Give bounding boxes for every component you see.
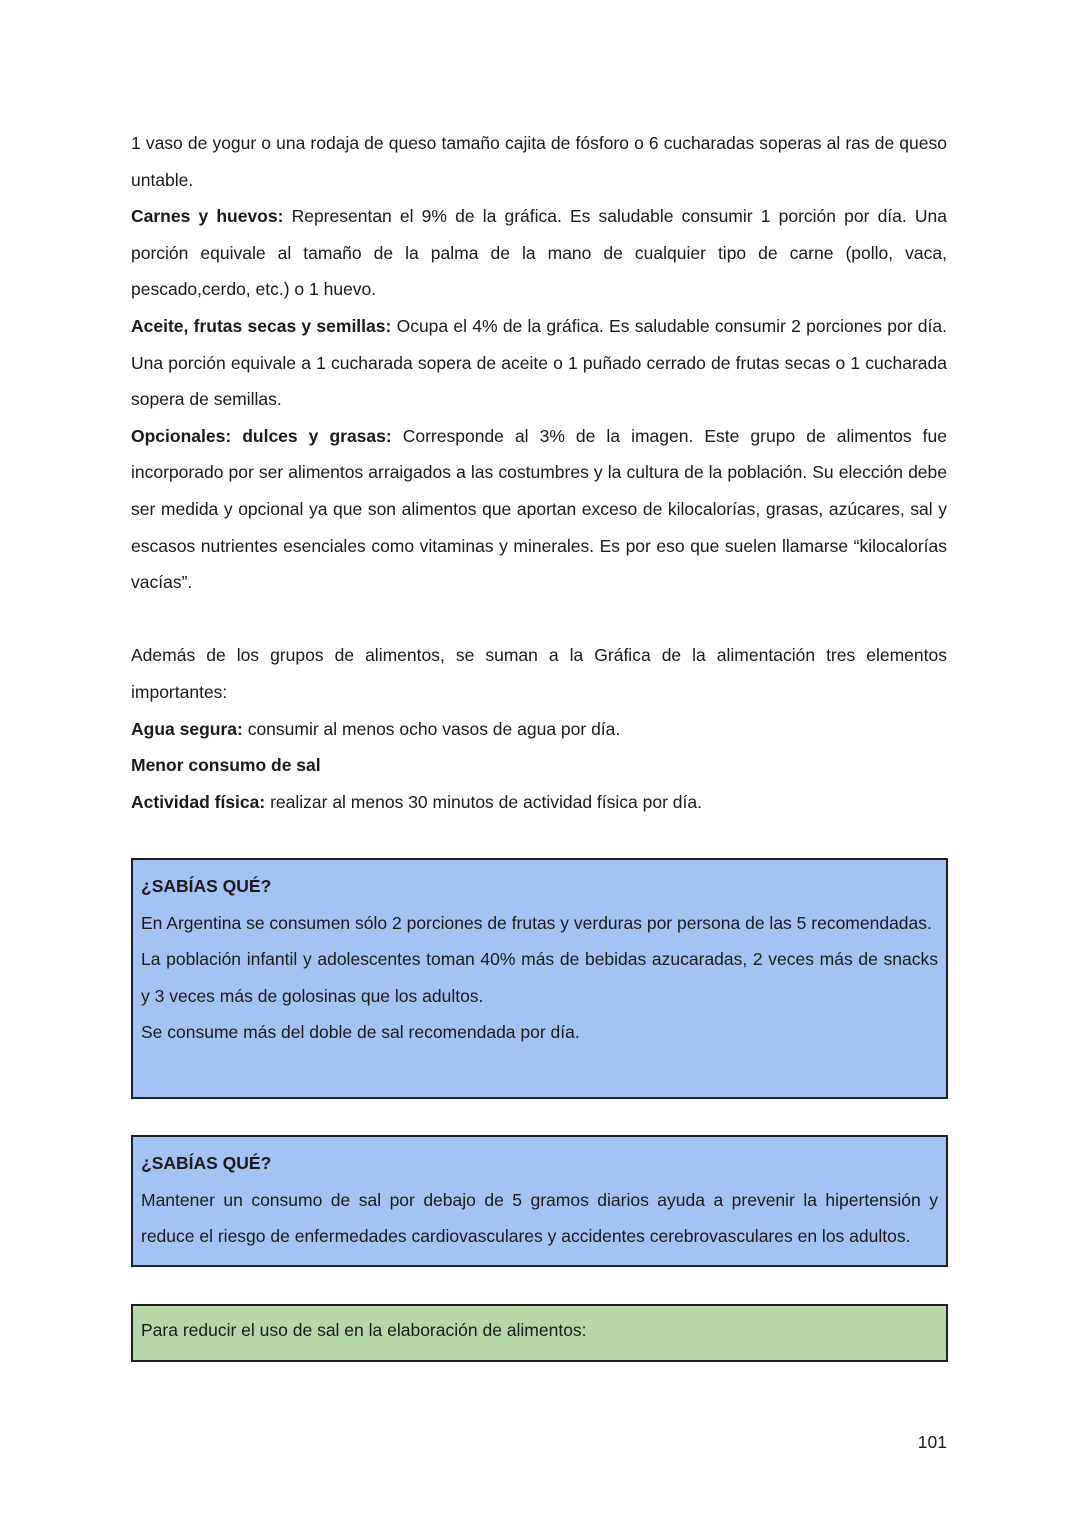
info-box-line: Mantener un consumo de sal por debajo de 5 gramos diarios ayuda a prevenir la hipertensión y reduce el riesgo de enfermedades cardiovasculares y accidentes cerebrovasculares en los adultos. <box>141 1189 938 1247</box>
info-box-title: ¿SABÍAS QUÉ? <box>141 1153 272 1173</box>
paragraph-text: 1 vaso de yogur o una rodaja de queso tamaño cajita de fósforo o 6 cucharadas soperas al ras de queso untable. <box>131 133 947 190</box>
info-box-sabias-que-2 <box>131 1135 948 1267</box>
paragraph-label: Aceite, frutas secas y semillas: <box>131 315 392 336</box>
info-box-title: ¿SABÍAS QUÉ? <box>141 876 272 896</box>
paragraph-text: Ocupa el 4% de la gráfica. Es saludable consumir 2 porciones por día. Una porción equivale a 1 cucharada sopera de aceite o 1 puñado cerrado de frutas secas o 1 cucharada sopera de semillas. <box>131 315 947 410</box>
page-body <box>131 125 947 820</box>
paragraph-spacer <box>131 601 947 638</box>
paragraph-carnes-huevos <box>131 198 947 308</box>
paragraph-aceite-frutas-secas <box>131 308 947 418</box>
paragraph-lacteos-continuation <box>131 125 947 198</box>
info-box-sabias-que-1 <box>131 858 948 1099</box>
paragraph-menor-consumo-sal <box>131 747 947 784</box>
paragraph-label: Menor consumo de sal <box>131 755 321 776</box>
info-box-reducir-sal <box>131 1304 948 1362</box>
paragraph-label: Actividad física: <box>131 791 266 812</box>
paragraph-text: Corresponde al 3% de la imagen. Este grupo de alimentos fue incorporado por ser alimentos arraigados a las costumbres y la cultura de la población. Su elección debe ser medida y opcional ya que son alimentos que aportan exceso de kilocalorías, grasas, azúcares, sal y escasos nutrientes esenciales como vitaminas y minerales. Es por eso que suelen llamarse “kilocalorías vacías”. <box>131 425 947 593</box>
paragraph-text: Representan el 9% de la gráfica. Es saludable consumir 1 porción por día. Una porción equivale al tamaño de la palma de la mano de cualquier tipo de carne (pollo, vaca, pescado,cerdo, etc.) o 1 huevo. <box>131 206 947 300</box>
paragraph-label: Carnes y huevos: <box>131 206 284 227</box>
paragraph-text: consumir al menos ocho vasos de agua por día. <box>242 718 621 739</box>
paragraph-label: Opcionales: dulces y grasas: <box>131 425 392 446</box>
paragraph-text: realizar al menos 30 minutos de actividad física por día. <box>265 791 702 812</box>
paragraph-label: Agua segura: <box>131 718 243 739</box>
paragraph-text: Además de los grupos de alimentos, se suman a la Gráfica de la alimentación tres elementos importantes: <box>131 645 947 702</box>
info-box-line: Se consume más del doble de sal recomendada por día. <box>141 1022 580 1043</box>
paragraph-opcionales <box>131 418 947 601</box>
info-box-line: En Argentina se consumen sólo 2 porciones de frutas y verduras por persona de las 5 recomendadas. <box>141 912 932 933</box>
paragraph-agua-segura <box>131 711 947 748</box>
info-box-line: Para reducir el uso de sal en la elaboración de alimentos: <box>141 1320 587 1340</box>
page-number: 101 <box>917 1432 947 1452</box>
info-box-line: La población infantil y adolescentes toman 40% más de bebidas azucaradas, 2 veces más de snacks y 3 veces más de golosinas que los adultos. <box>141 949 938 1006</box>
paragraph-ademas <box>131 637 947 710</box>
paragraph-actividad-fisica <box>131 784 947 821</box>
